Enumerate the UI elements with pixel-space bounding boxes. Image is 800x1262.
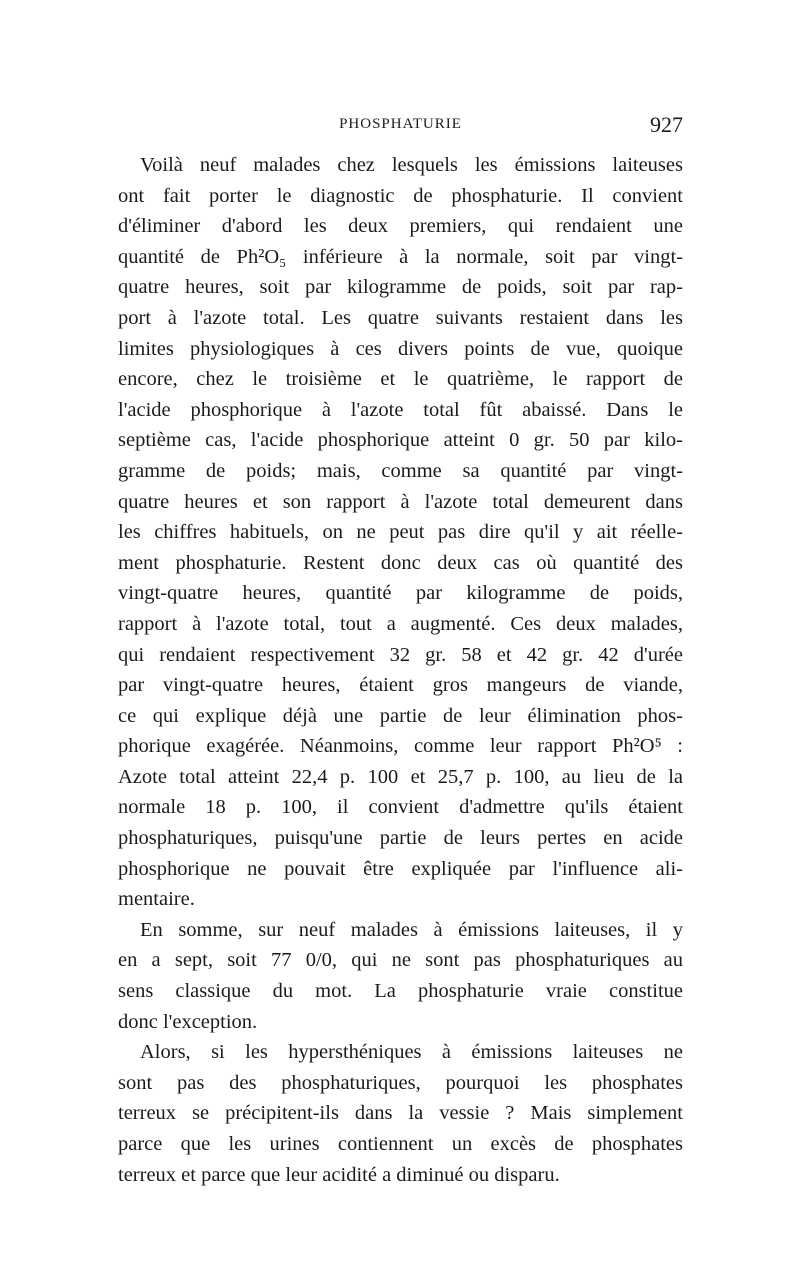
paragraph bbox=[118, 150, 683, 915]
text-line: par vingt-quatre heures, étaient gros mangeurs de viande, bbox=[118, 674, 683, 697]
text-line: limites physiologiques à ces divers points de vue, quoique bbox=[118, 337, 683, 360]
text-line: phosphaturiques, puisqu'une partie de leurs pertes en acide bbox=[118, 827, 683, 850]
text-line: ment phosphaturie. Restent donc deux cas où quantité des bbox=[118, 551, 683, 574]
page-number: 927 bbox=[650, 112, 683, 137]
text-line: sens classique du mot. La phosphaturie vraie constitue bbox=[118, 980, 683, 1003]
running-head-title: PHOSPHATURIE bbox=[339, 116, 462, 132]
text-line: gramme de poids; mais, comme sa quantité par vingt- bbox=[118, 459, 683, 482]
text-line: donc l'exception. bbox=[118, 1010, 258, 1033]
body-text bbox=[118, 150, 683, 1190]
text-line: En somme, sur neuf malades à émissions laiteuses, il y bbox=[140, 918, 683, 941]
text-line: quatre heures et son rapport à l'azote total demeurent dans bbox=[118, 490, 683, 513]
text-line: vingt-quatre heures, quantité par kilogramme de poids, bbox=[118, 582, 683, 605]
text-line: parce que les urines contiennent un excès de phosphates bbox=[118, 1133, 683, 1155]
text-line: port à l'azote total. Les quatre suivants restaient dans les bbox=[118, 306, 683, 329]
text-line: quatre heures, soit par kilogramme de poids, soit par rap- bbox=[118, 276, 683, 299]
text-line: terreux et parce que leur acidité a diminué ou disparu. bbox=[118, 1163, 560, 1186]
paragraph bbox=[118, 915, 683, 1037]
text-line: sont pas des phosphaturiques, pourquoi les phosphates bbox=[118, 1071, 683, 1094]
text-line: phosphorique ne pouvait être expliquée par l'influence ali- bbox=[118, 857, 683, 880]
text-line: mentaire. bbox=[118, 888, 195, 911]
text-line: terreux se précipitent-ils dans la vessie ? Mais simplement bbox=[118, 1102, 683, 1125]
text-line: Alors, si les hypersthéniques à émissions laiteuses ne bbox=[140, 1041, 683, 1064]
text-line: encore, chez le troisième et le quatrième, le rapport de bbox=[118, 368, 683, 391]
text-line: ont fait porter le diagnostic de phosphaturie. Il convient bbox=[118, 184, 683, 207]
text-line: d'éliminer d'abord les deux premiers, qui rendaient une bbox=[118, 215, 683, 238]
text-line: l'acide phosphorique à l'azote total fût abaissé. Dans le bbox=[118, 398, 683, 421]
text-line: phorique exagérée. Néanmoins, comme leur rapport Ph²O⁵ : bbox=[118, 735, 683, 758]
text-line: Voilà neuf malades chez lesquels les émissions laiteuses bbox=[140, 154, 683, 176]
text-line: quantité de Ph²O₅ inférieure à la normale, soit par vingt- bbox=[118, 245, 683, 268]
text-line: les chiffres habituels, on ne peut pas dire qu'il y ait réelle- bbox=[118, 521, 683, 544]
running-head bbox=[118, 112, 683, 142]
paragraph bbox=[118, 1037, 683, 1190]
text-line: Azote total atteint 22,4 p. 100 et 25,7 p. 100, au lieu de la bbox=[118, 765, 683, 788]
text-line: en a sept, soit 77 0/0, qui ne sont pas phosphaturiques au bbox=[118, 949, 683, 972]
text-line: rapport à l'azote total, tout a augmenté. Ces deux malades, bbox=[118, 612, 683, 635]
text-line: septième cas, l'acide phosphorique atteint 0 gr. 50 par kilo- bbox=[118, 429, 683, 452]
text-line: ce qui explique déjà une partie de leur élimination phos- bbox=[118, 704, 683, 727]
text-line: normale 18 p. 100, il convient d'admettre qu'ils étaient bbox=[118, 796, 683, 819]
text-line: qui rendaient respectivement 32 gr. 58 et 42 gr. 42 d'urée bbox=[118, 643, 683, 666]
